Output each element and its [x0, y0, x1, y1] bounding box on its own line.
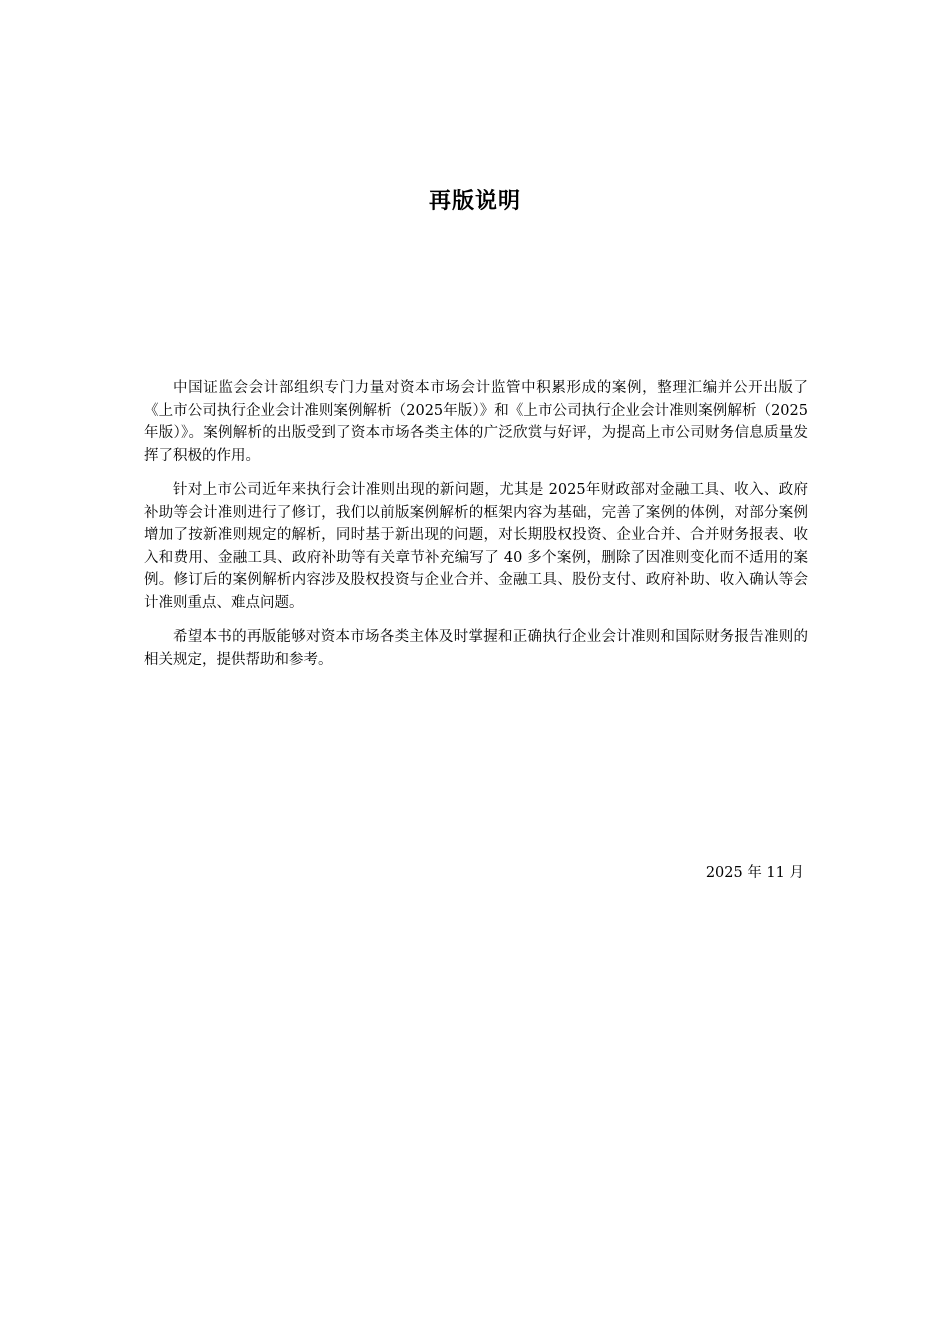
document-date: 2025 年 11 月	[705, 865, 804, 881]
paragraph-3: 希望本书的再版能够对资本市场各类主体及时掌握和正确执行企业会计准则和国际财务报告准则的相关规定，提供帮助和参考。	[144, 629, 808, 668]
paragraph-1: 中国证监会会计部组织专门力量对资本市场会计监管中积累形成的案例，整理汇编并公开出版了《上市公司执行企业会计准则案例解析（2025年版）》和《上市公司执行企业会计准则案例解析（2025年版）》。案例解析的出版受到了资本市场各类主体的广泛欣赏与好评，为提高上市公司财务信息质量发挥了积极的作用。	[144, 380, 808, 464]
page-title: 再版说明	[428, 189, 521, 214]
body-text	[144, 377, 808, 683]
paragraph-2: 针对上市公司近年来执行会计准则出现的新问题，尤其是 2025年财政部对金融工具、收入、政府补助等会计准则进行了修订，我们以前版案例解析的框架内容为基础，完善了案例的体例，对部分案例增加了按新准则规定的解析，同时基于新出现的问题，对长期股权投资、企业合并、合并财务报表、收入和费用、金融工具、政府补助等有关章节补充编写了 40 多个案例，删除了因准则变化而不适用的案例。修订后的案例解析内容涉及股权投资与企业合并、金融工具、股份支付、政府补助、收入确认等会计准则重点、难点问题。	[144, 482, 808, 611]
